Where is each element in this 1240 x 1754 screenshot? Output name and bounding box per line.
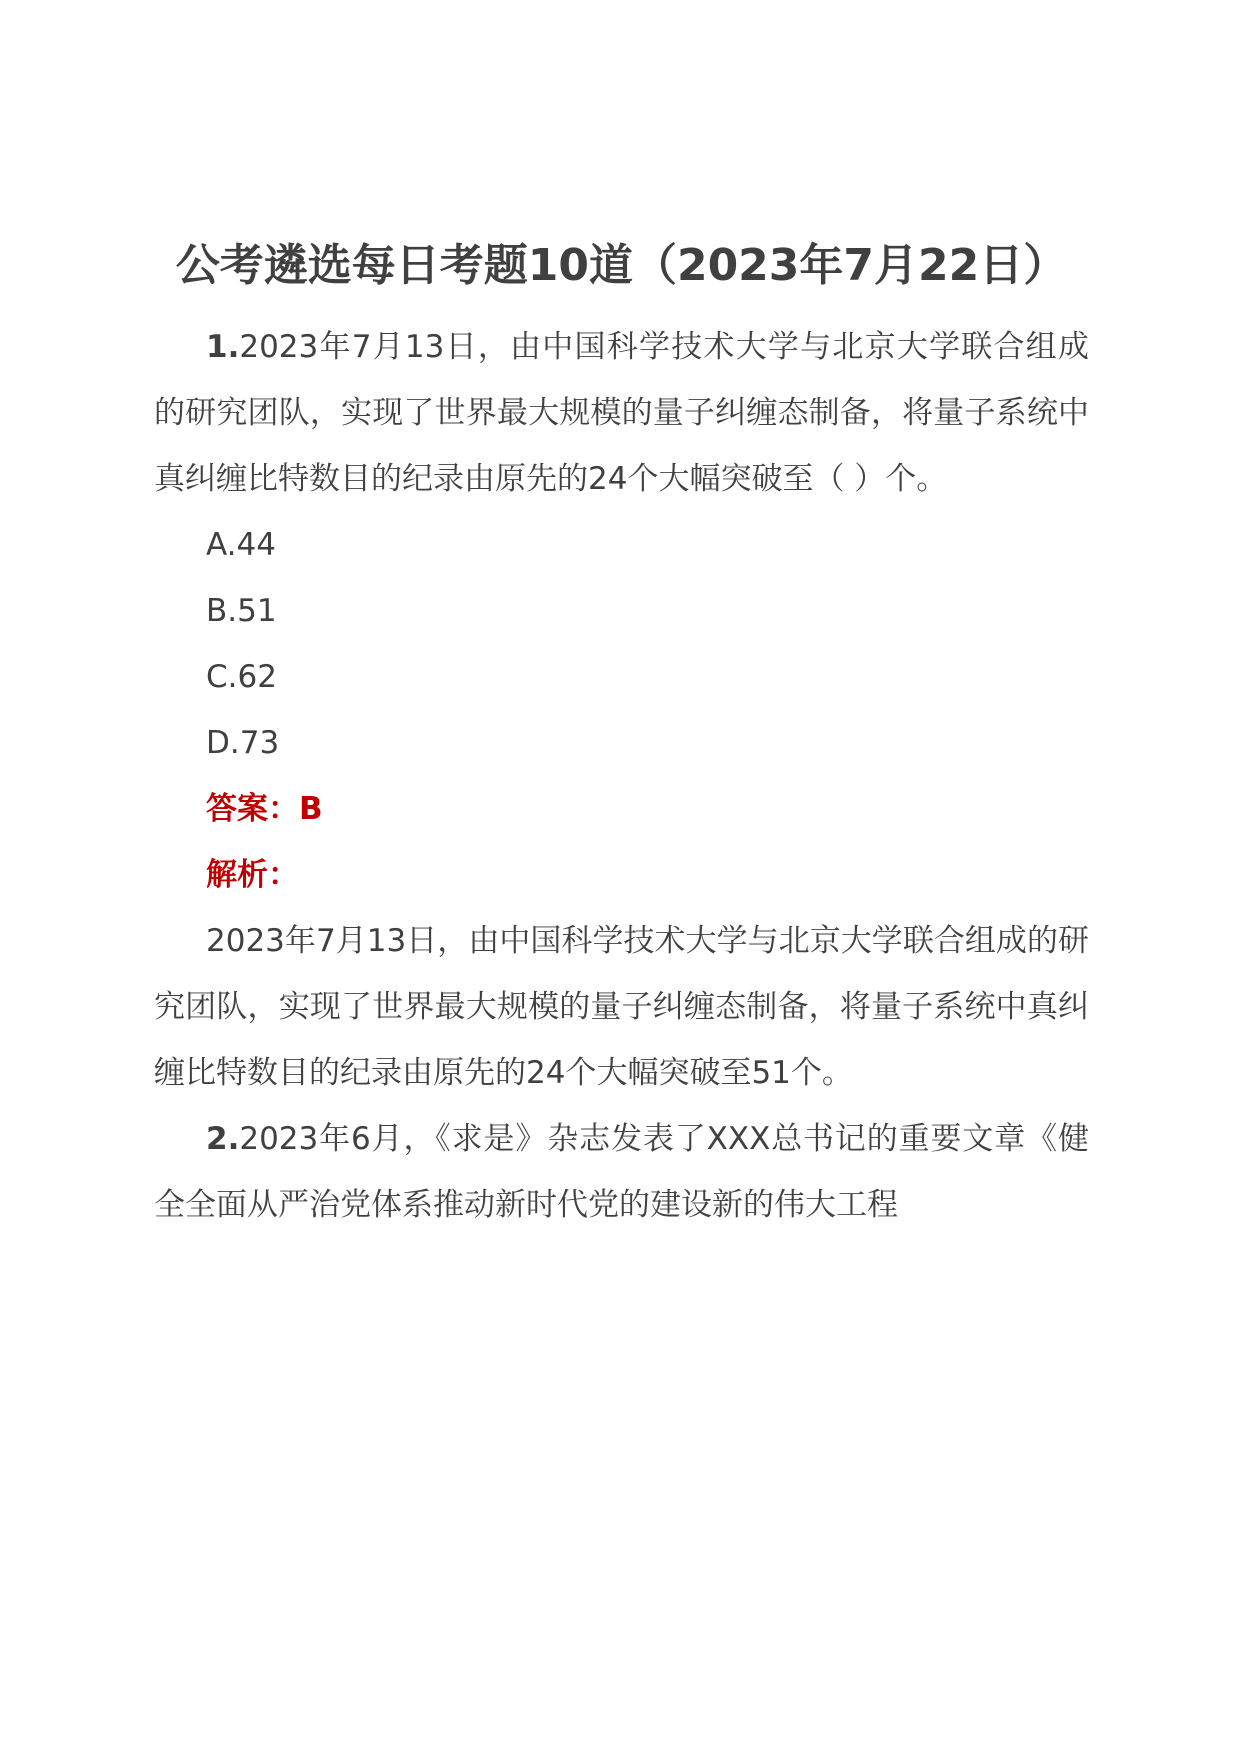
question-1-answer: 答案：B — [206, 791, 323, 827]
question-2-number: 2. — [206, 1121, 240, 1157]
question-1-analysis: 2023年7月13日，由中国科学技术大学与北京大学联合组成的研究团队，实现了世界最大规模的量子纠缠态制备，将量子系统中真纠缠比特数目的纪录由原先的24个大幅突破至51个。 — [154, 923, 1089, 1091]
question-2 — [154, 1106, 1089, 1238]
document-title: 公考遴选每日考题10道（2023年7月22日） — [175, 240, 1068, 291]
question-1-number: 1. — [206, 329, 240, 365]
question-1-option-b: B.51 — [206, 593, 277, 629]
question-1-stem: 2023年7月13日，由中国科学技术大学与北京大学联合组成的研究团队，实现了世界最大规模的量子纠缠态制备，将量子系统中真纠缠比特数目的纪录由原先的24个大幅突破至（ ）个。 — [154, 329, 1089, 497]
document-page — [154, 236, 1089, 1238]
question-1-option-c: C.62 — [206, 659, 277, 695]
question-1-option-a: A.44 — [206, 527, 276, 563]
question-1 — [154, 314, 1089, 512]
question-1-option-d: D.73 — [206, 725, 280, 761]
question-1-analysis-label: 解析： — [206, 857, 299, 893]
question-2-stem: 2023年6月，《求是》杂志发表了XXX总书记的重要文章《健全全面从严治党体系推动新时代党的建设新的伟大工程 — [154, 1121, 1089, 1223]
